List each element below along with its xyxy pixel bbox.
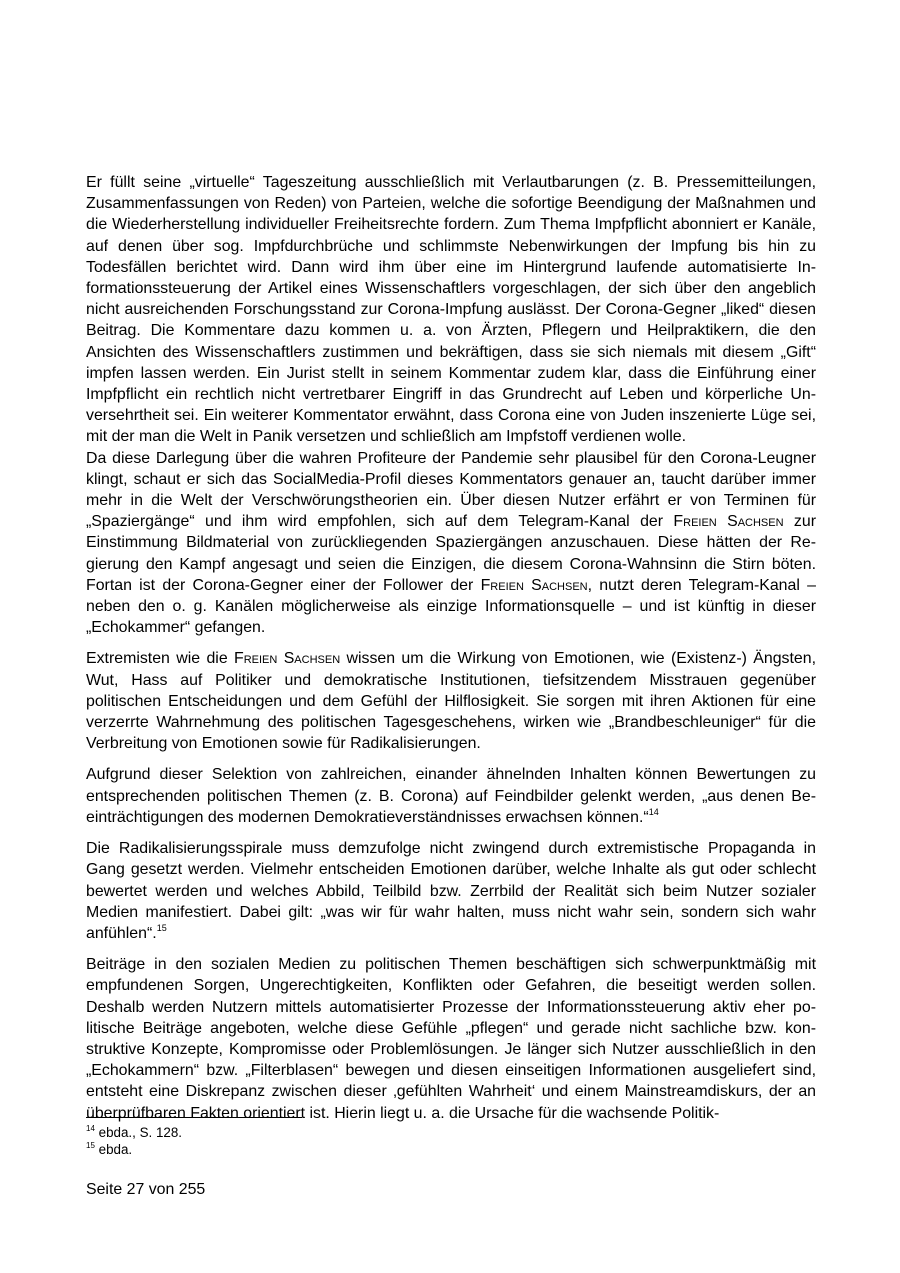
- page-number: Seite 27 von 255: [86, 1181, 206, 1198]
- paragraph-3: [86, 648, 816, 754]
- footnote-number: 14: [86, 1123, 95, 1133]
- paragraph-3-text-end: wissen um die Wirkung von Emotionen, wie (Existenz-) Ängsten, Wut, Hass auf Politiker und demokratische Institutionen, tiefsitzendem Misstrauen gegenüber politischen Entscheidungen und dem Gefühl der Hilflosigkeit. Sie sorgen mit ihren Aktionen für eine verzerrte Wahrnehmung des politischen Tagesgeschehens, wirken wie „Brandbeschleuniger“ für die Verbreitung von Emotionen sowie für Radikalisierungen.: [86, 650, 816, 753]
- party-name-freie-sachsen: Freien Sachsen: [234, 650, 341, 668]
- party-name-freie-sachsen: Freien Sachsen: [480, 576, 588, 594]
- paragraph-2-text-start: Da diese Darlegung über die wahren Profiteure der Pandemie sehr plausibel für den Corona-Leugner klingt, schaut er sich das SocialMedia-Profil dieses Kommentators genauer an, taucht darüber immer mehr in die Welt der Verschwörungstheorien ein. Über diesen Nutzer erfährt er von Terminen für „Spaziergänge“ und ihm wird empfohlen, sich auf dem Telegram-Kanal der: [86, 449, 816, 531]
- footnote-14: [86, 1124, 182, 1141]
- footnote-15: [86, 1141, 182, 1158]
- paragraph-5-text: Die Radikalisierungsspirale muss demzufolge nicht zwingend durch extremistische Propaganda in Gang gesetzt werden. Vielmehr entscheiden Emotionen darüber, welche Inhalte als gut oder schlecht bewertet werden und welches Abbild, Teilbild bzw. Zerrbild der Realität sich beim Nutzer sozialer Medien manifestiert. Dabei gilt: „was wir für wahr halten, muss nicht wahr sein, sondern sich wahr anfühlen“.: [86, 840, 816, 942]
- paragraph-2-text-middle: zur Einstimmung Bildmaterial von zurückliegenden Spaziergängen anzuschauen. Diese hätten der Regierung den Kampf angesagt und seien die Einzigen, die diesem Corona-Wahnsinn die Stirn böten. Fortan ist der Corona-Gegner einer der Follower der: [86, 513, 817, 594]
- document-body: [86, 172, 816, 1124]
- paragraph-1: [86, 172, 816, 448]
- footnote-reference-15[interactable]: 15: [156, 922, 167, 933]
- paragraph-2-text-end: , nutzt deren Telegram-Kanal – neben den o. g. Kanälen möglicherweise als einzige Informationsquelle – und ist künftig in dieser „Echokammer“ gefangen.: [86, 576, 816, 637]
- footnote-number: 15: [86, 1140, 95, 1150]
- paragraph-4-text: Aufgrund dieser Selektion von zahlreichen, einander ähnelnden Inhalten können Bewertungen zu entsprechenden politischen Themen (z. B. Corona) auf Feindbilder gelenkt werden, „aus denen Beeinträchtigungen des modernen Demokratieverständnisses erwachsen können.“: [86, 766, 816, 826]
- footnote-reference-14[interactable]: 14: [648, 806, 659, 817]
- paragraph-2: [86, 448, 816, 639]
- paragraph-5: [86, 838, 816, 944]
- footnotes: [86, 1124, 182, 1158]
- paragraph-1-text: Er füllt seine „virtuelle“ Tageszeitung ausschließlich mit Verlautbarungen (z. B. Pressemitteilungen, Zusammenfassungen von Reden) von Parteien, welche die sofortige Beendigung der Maßnahmen und die Wiederherstellung individueller Freiheitsrechte fordern. Zum Thema Impfpflicht abonniert er Kanäle, auf denen über sog. Impfdurchbrüche und schlimmste Nebenwirkungen der Impfung bis hin zu Todesfällen berichtet wird. Dann wird ihm über eine im Hintergrund laufende automatisierte Informationssteuerung der Artikel eines Wissenschaftlers vorgeschlagen, der sich über den angeblich nicht ausreichenden Forschungsstand zur Corona-Impfung auslässt. Der Corona-Gegner „liked“ diesen Beitrag. Die Kommentare dazu kommen u. a. von Ärzten, Pflegern und Heilpraktikern, die den Ansichten des Wissenschaftlers zustimmen und bekräftigen, dass sie sich niemals mit diesem „Gift“ impfen lassen werden. Ein Jurist stellt in seinem Kommentar zudem klar, dass die Einführung einer Impfpflicht ein rechtlich nicht vertretbarer Eingriff in das Grundrecht auf Leben und körperliche Unversehrtheit sei. Ein weiterer Kommentator erwähnt, dass Corona eine von Juden inszenierte Lüge sei, mit der man die Welt in Panik versetzen und schließlich am Impfstoff verdienen wolle.: [86, 174, 816, 446]
- footnote-text: ebda., S. 128.: [94, 1125, 183, 1140]
- footnote-divider: [86, 1117, 302, 1118]
- party-name-freie-sachsen: Freien Sachsen: [673, 513, 784, 531]
- paragraph-6: [86, 954, 816, 1124]
- paragraph-4: [86, 764, 816, 828]
- paragraph-6-text: Beiträge in den sozialen Medien zu politischen Themen beschäftigen sich schwerpunktmäßig mit empfundenen Sorgen, Ungerechtigkeiten, Konflikten oder Gefahren, die beseitigt werden sollen. Deshalb werden Nutzern mittels automatisierter Prozesse der Informationssteuerung aktiv eher politische Beiträge angeboten, welche diese Gefühle „pflegen“ und gerade nicht sachliche bzw. konstruktive Konzepte, Kompromisse oder Problemlösungen. Je länger sich Nutzer ausschließlich in den „Echokammern“ bzw. „Filterblasen“ bewegen und diesen einseitigen Informationen ausgeliefert sind, entsteht eine Diskrepanz zwischen dieser ‚gefühlten Wahrheit‘ und einem Mainstreamdiskurs, der an überprüfbaren Fakten orientiert ist. Hierin liegt u. a. die Ursache für die wachsende Politik-: [86, 956, 816, 1122]
- footnote-text: ebda.: [94, 1142, 133, 1157]
- paragraph-3-text-start: Extremisten wie die: [86, 650, 235, 668]
